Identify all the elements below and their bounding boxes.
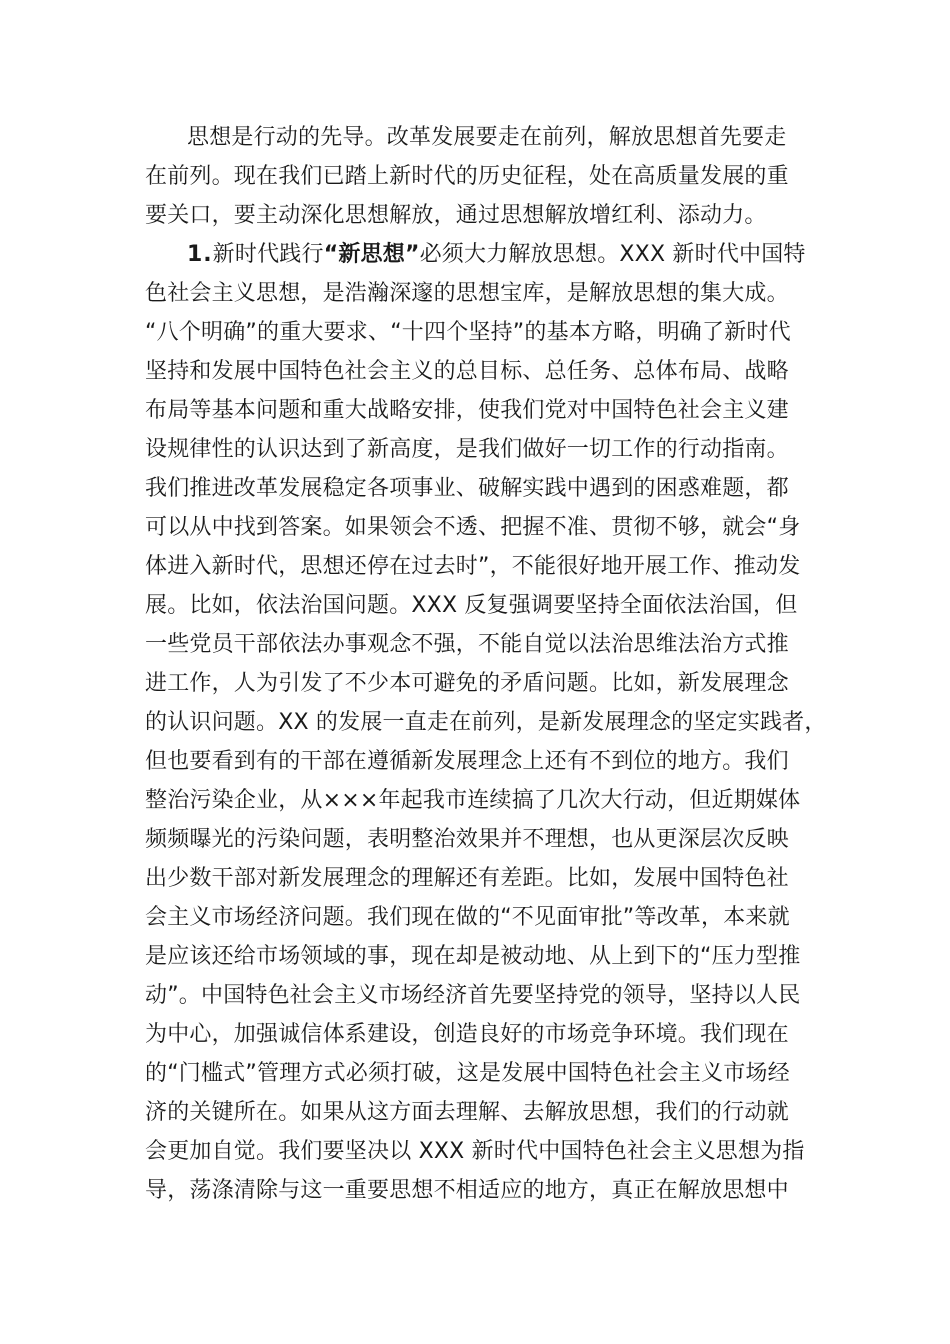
section-1-line: 整治污染企业，从×××年起我市连续搞了几次大行动，但近期媒体 [145,788,801,813]
section-1-line: 济的关键所在。如果从这方面去理解、去解放思想，我们的行动就 [145,1100,789,1125]
section-1-line: 会主义市场经济问题。我们现在做的“不见面审批”等改革，本来就 [145,905,790,930]
section-1-line: 布局等基本问题和重大战略安排，使我们党对中国特色社会主义建 [145,398,789,423]
section-1-line: 可以从中找到答案。如果领会不透、把握不准、贯彻不够，就会“身 [145,515,801,540]
section-1-line: 会更加自觉。我们要坚决以 XXX 新时代中国特色社会主义思想为指 [145,1139,805,1164]
intro-line-2: 在前列。现在我们已踏上新时代的历史征程，处在高质量发展的重 [145,164,789,189]
intro-line-3: 要关口，要主动深化思想解放，通过思想解放增红利、添动力。 [145,203,767,228]
section-1-title-quote: “新思想” [323,242,420,267]
section-1-line: 进工作，人为引发了不少本可避免的矛盾问题。比如，新发展理念 [145,671,789,696]
section-1-number: 1. [187,242,213,267]
section-1-line: 导，荡涤清除与这一重要思想不相适应的地方，真正在解放思想中 [145,1178,789,1203]
section-1-line: 但也要看到有的干部在遵循新发展理念上还有不到位的地方。我们 [145,749,789,774]
intro-line-1: 思想是行动的先导。改革发展要走在前列，解放思想首先要走 [187,125,787,150]
section-1-heading [187,241,806,269]
section-1-line: 为中心，加强诚信体系建设，创造良好的市场竞争环境。我们现在 [145,1022,789,1047]
section-1-line: 设规律性的认识达到了新高度，是我们做好一切工作的行动指南。 [145,437,789,462]
section-1-line: 的“门槛式”管理方式必须打破，这是发展中国特色社会主义市场经 [145,1061,790,1086]
section-1-line: 色社会主义思想，是浩瀚深邃的思想宝库，是解放思想的集大成。 [145,281,789,306]
section-1-line: 是应该还给市场领域的事，现在却是被动地、从上到下的“压力型推 [145,944,801,969]
section-1-line: 频频曝光的污染问题，表明整治效果并不理想，也从更深层次反映 [145,827,789,852]
section-1-line: “八个明确”的重大要求、“十四个坚持”的基本方略，明确了新时代 [145,320,791,345]
section-1-line: 一些党员干部依法办事观念不强，不能自觉以法治思维法治方式推 [145,632,789,657]
section-1-line: 的认识问题。XX 的发展一直走在前列，是新发展理念的坚定实践者， [145,710,827,735]
section-1-line: 展。比如，依法治国问题。XXX 反复强调要坚持全面依法治国，但 [145,593,798,618]
section-1-line: 出少数干部对新发展理念的理解还有差距。比如，发展中国特色社 [145,866,789,891]
section-1-line: 体进入新时代，思想还停在过去时”，不能很好地开展工作、推动发 [145,554,801,579]
section-1-line: 坚持和发展中国特色社会主义的总目标、总任务、总体布局、战略 [145,359,789,384]
section-1-title-prefix: 新时代践行 [212,242,324,267]
section-1-line: 动”。中国特色社会主义市场经济首先要坚持党的领导，坚持以人民 [145,983,801,1008]
section-1-line: 我们推进改革发展稳定各项事业、破解实践中遇到的困惑难题，都 [145,476,789,501]
section-1-title-rest: 必须大力解放思想。XXX 新时代中国特 [419,242,806,267]
